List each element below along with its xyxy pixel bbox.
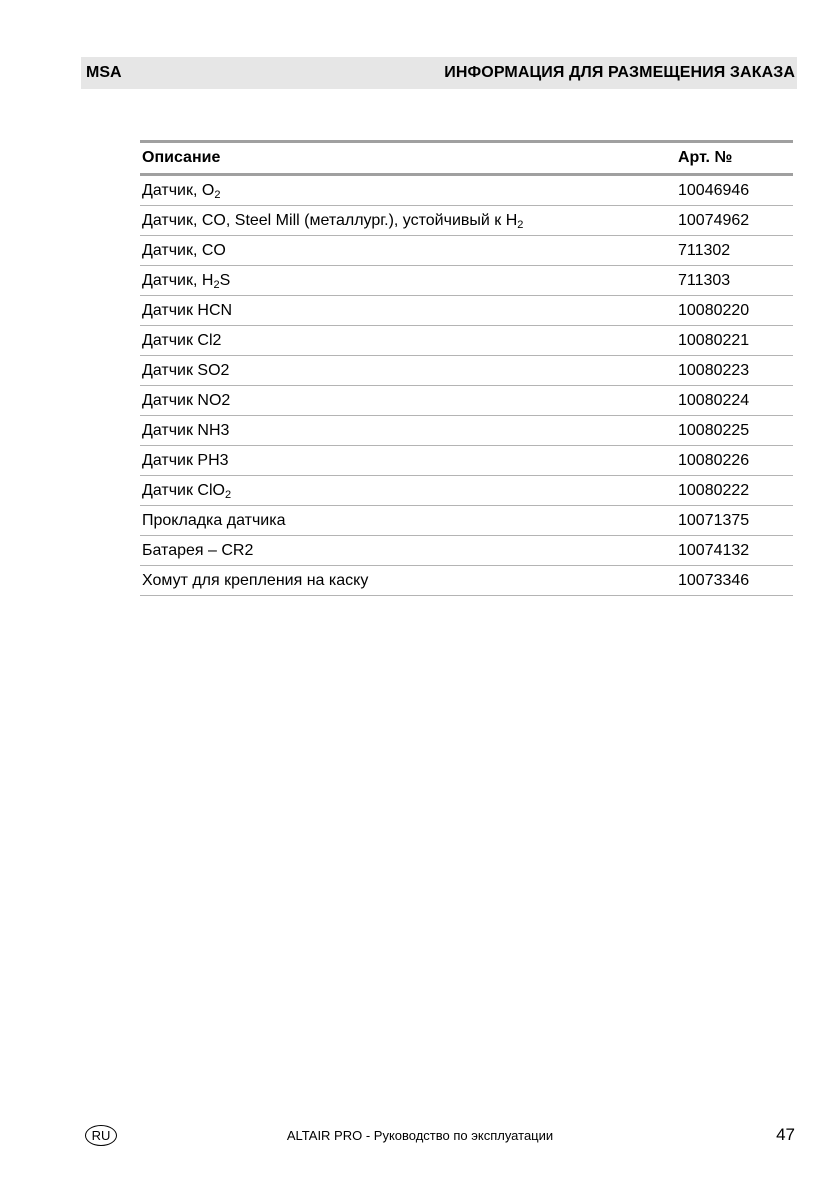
table-row	[140, 446, 793, 476]
row-article-number: 10080222	[678, 481, 750, 499]
row-description: Датчик, $H_2S$	[142, 271, 231, 291]
row-description: Датчик, CO	[142, 241, 226, 259]
row-article-number: 711303	[678, 271, 731, 289]
row-description: Датчик Cl2	[142, 331, 222, 349]
table-row	[140, 356, 793, 386]
document-title: ALTAIR PRO - Руководство по эксплуатации	[286, 1128, 554, 1143]
table-row	[140, 416, 793, 446]
row-article-number: 10073346	[678, 571, 750, 589]
row-article-number: 711302	[678, 241, 731, 259]
table-row	[140, 566, 793, 596]
column-header-article: Арт. №	[678, 149, 733, 166]
table-row	[140, 236, 793, 266]
row-article-number: 10080225	[678, 421, 750, 439]
row-description: Датчик PH3	[142, 451, 229, 469]
row-description: Датчик NO2	[142, 391, 231, 409]
section-title: ИНФОРМАЦИЯ ДЛЯ РАЗМЕЩЕНИЯ ЗАКАЗА	[444, 64, 795, 81]
brand-label: MSA	[86, 64, 122, 81]
table-header-row	[140, 143, 793, 176]
row-description: Датчик HCN	[142, 301, 233, 319]
row-description: Батарея – CR2	[142, 541, 254, 559]
row-article-number: 10080223	[678, 361, 750, 379]
table-row	[140, 206, 793, 236]
table-row	[140, 476, 793, 506]
row-article-number: 10071375	[678, 511, 750, 529]
row-article-number: 10074962	[678, 211, 750, 229]
page-header	[81, 57, 797, 89]
table-row	[140, 386, 793, 416]
row-article-number: 10080220	[678, 301, 750, 319]
row-article-number: 10080221	[678, 331, 750, 349]
row-description: Датчик, $O_2$	[142, 181, 221, 201]
page-number: 47	[776, 1125, 795, 1144]
row-description: Датчик ClO$_2$	[142, 481, 232, 501]
row-description: Датчик, CO, Steel Mill (металлург.), устойчивый к $H_2$	[142, 211, 524, 231]
table-row	[140, 506, 793, 536]
row-description: Датчик NH3	[142, 421, 230, 439]
language-badge: RU	[85, 1125, 117, 1146]
row-article-number: 10080226	[678, 451, 750, 469]
row-description: Хомут для крепления на каску	[142, 571, 369, 589]
row-article-number: 10046946	[678, 181, 750, 199]
table-row	[140, 296, 793, 326]
row-description: Прокладка датчика	[142, 511, 286, 529]
table-row	[140, 176, 793, 206]
table-row	[140, 536, 793, 566]
row-article-number: 10080224	[678, 391, 750, 409]
row-article-number: 10074132	[678, 541, 750, 559]
order-table	[140, 140, 793, 596]
column-header-description: Описание	[142, 149, 221, 166]
table-row	[140, 266, 793, 296]
table-row	[140, 326, 793, 356]
row-description: Датчик SO2	[142, 361, 230, 379]
table-body	[140, 176, 793, 596]
